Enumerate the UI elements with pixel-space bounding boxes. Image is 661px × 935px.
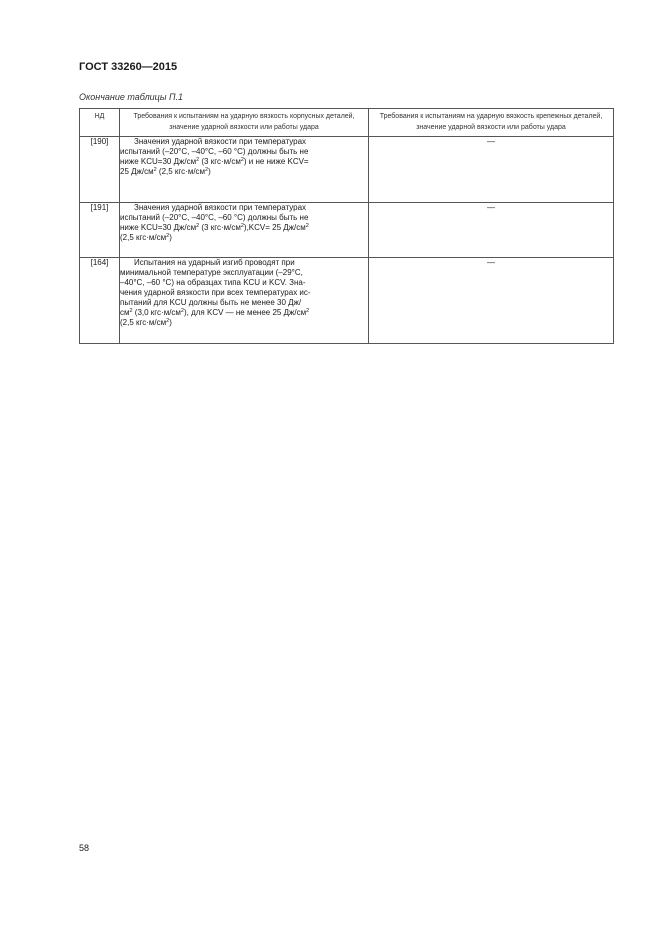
column-header-nd: НД [80,109,120,137]
requirement-cell [120,137,369,203]
text-line: чения ударной вязкости при всех температурах ис- [120,288,311,297]
text-line: (2,5 $кгс\cdot м/см^2$) [120,318,172,327]
requirements-table [79,108,614,344]
text-line: 25 $Дж/см^2$ (2,5 $кгс\cdot м/см^2$) [120,167,211,176]
text-line: испытаний (–20°С, –40°С, –60 °С) должны быть не [120,213,309,222]
fastener-cell: — [369,258,614,344]
text-line: Значения ударной вязкости при температурах [134,203,307,212]
table-header-row [80,109,614,137]
text-line: ниже KCU=30 $Дж/см^2$ (3 $кгс\cdot м/см^2),KCV= 25$ $Дж/см^2$ [120,223,309,232]
text-line: Значения ударной вязкости при температурах [134,137,307,146]
text-line: ниже KCU=30 $Дж/см^2$ (3 $кгс\cdot м/см^2$) и не ниже KCV= [120,157,309,166]
text-line: испытаний (–20°С, –40°С, –60 °С) должны быть не [120,147,309,156]
text-line: Испытания на ударный изгиб проводят при [134,258,295,267]
document-code: ГОСТ 33260—2015 [79,61,178,73]
text-line: –40°С, –60 °С) на образцах типа KCU и KCV. Зна- [120,278,306,287]
reference-cell: [190] [80,137,120,203]
fastener-cell: — [369,203,614,258]
text-line: пытаний для KCU должны быть не менее 30 Дж/ [120,298,302,307]
column-header-body-parts: Требования к испытаниям на ударную вязкость корпусных деталей, значение ударной вязкости или работы удара [120,109,369,137]
reference-cell: [164] [80,258,120,344]
column-header-fasteners: Требования к испытаниям на ударную вязкость крепежных деталей, значение ударной вязкости или работы удара [369,109,614,137]
page-number: 58 [79,843,90,853]
table-row [80,137,614,203]
text-line: минимальной температуре эксплуатации (–29°С, [120,268,303,277]
requirement-cell [120,203,369,258]
text-line: $см^2$ (3,0 $кгс\cdot м/см^2$), для KCV — не менее 25 $Дж/см^2$ [120,308,310,317]
table-row [80,203,614,258]
table-row [80,258,614,344]
table-caption: Окончание таблицы П.1 [79,92,183,102]
reference-cell: [191] [80,203,120,258]
requirement-cell [120,258,369,344]
fastener-cell: — [369,137,614,203]
text-line: (2,5 $кгс\cdot м/см^2$) [120,233,172,242]
